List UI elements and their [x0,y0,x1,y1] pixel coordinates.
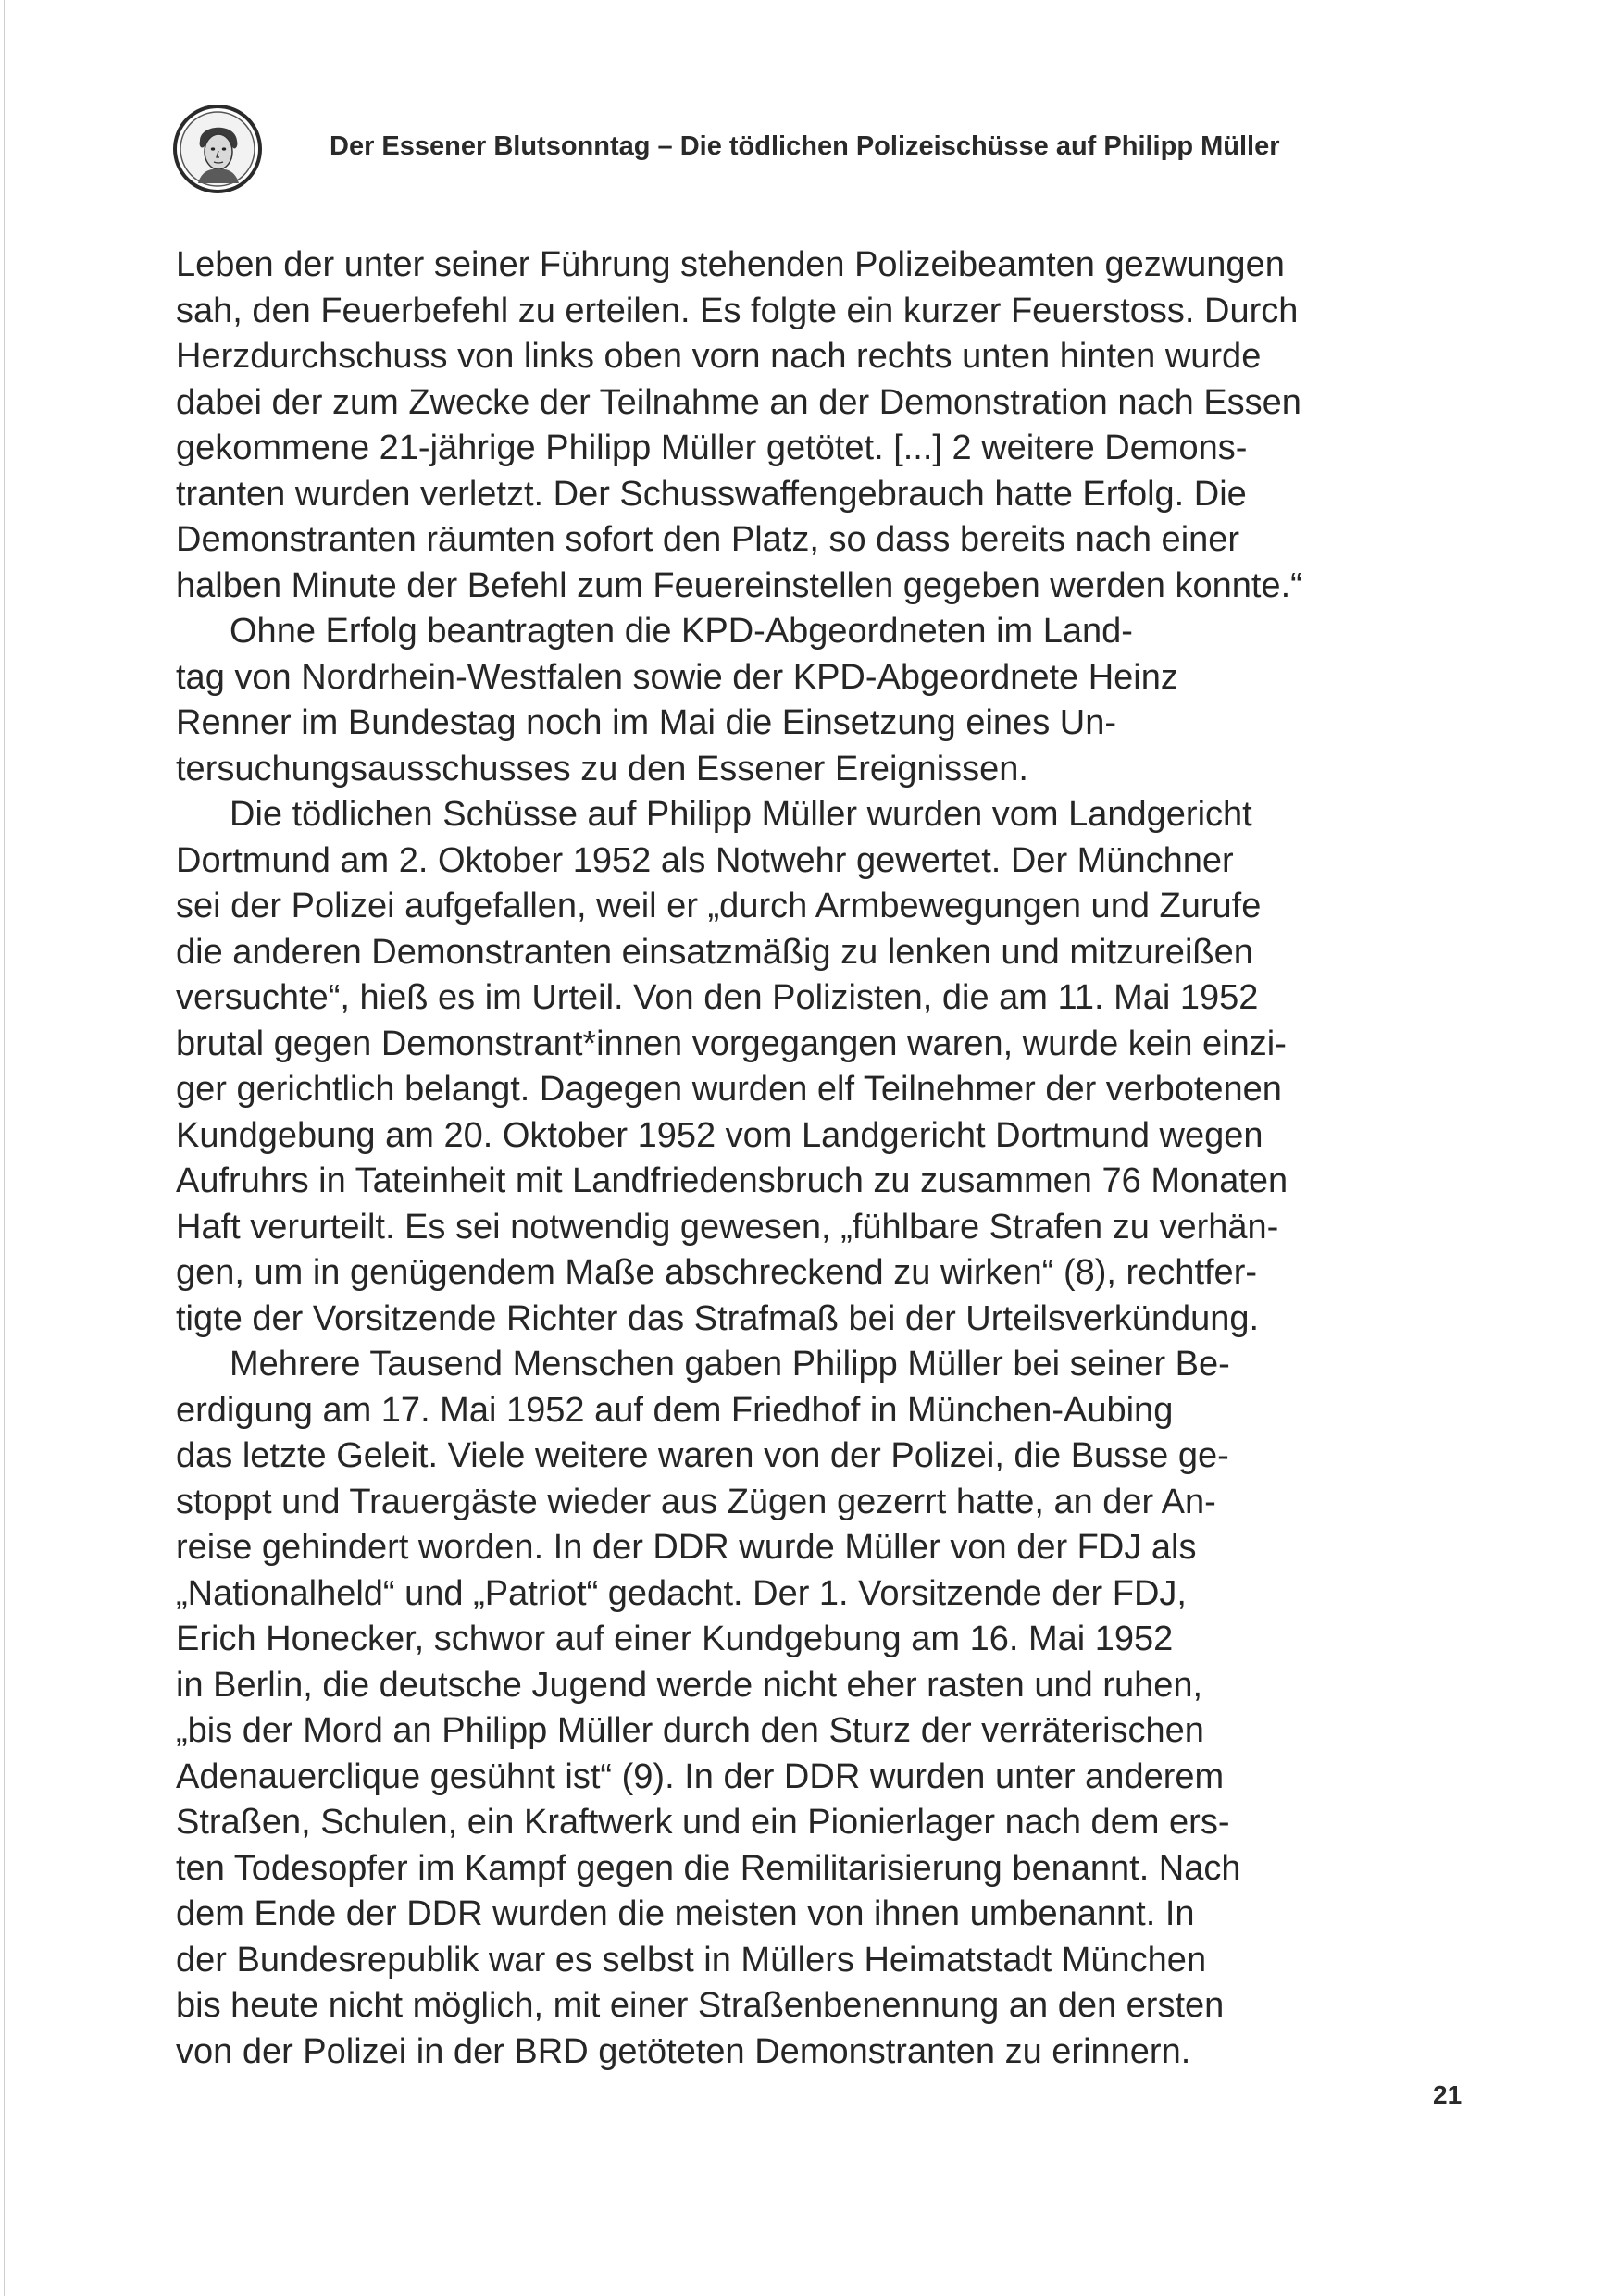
text-line: stoppt und Trauergäste wieder aus Zügen gezerrt hatte, an der An- [176,1482,1216,1521]
text-line: in Berlin, die deutsche Jugend werde nicht eher rasten und ruhen, [176,1665,1203,1705]
text-line: Herzdurchschuss von links oben vorn nach rechts unten hinten wurde [176,337,1262,376]
text-line: versuchte“, hieß es im Urteil. Von den Polizisten, die am 11. Mai 1952 [176,978,1259,1017]
text-line: Leben der unter seiner Führung stehenden Polizeibeamten gezwungen [176,245,1285,284]
text-line: dem Ende der DDR wurden die meisten von ihnen umbenannt. In [176,1894,1195,1933]
text-line: Haft verurteilt. Es sei notwendig gewesen, „fühlbare Strafen zu verhän- [176,1207,1279,1247]
running-header [172,100,1450,202]
text-line: ten Todesopfer im Kampf gegen die Remilitarisierung benannt. Nach [176,1848,1241,1888]
text-line: halben Minute der Befehl zum Feuereinstellen gegeben werden konnte.“ [176,565,1302,605]
text-line: erdigung am 17. Mai 1952 auf dem Friedhof in München-Aubing [176,1390,1174,1430]
text-line: ger gerichtlich belangt. Dagegen wurden elf Teilnehmer der verbotenen [176,1070,1282,1109]
text-line: tranten wurden verletzt. Der Schusswaffengebrauch hatte Erfolg. Die [176,474,1247,514]
text-line: Demonstranten räumten sofort den Platz, so dass bereits nach einer [176,520,1240,559]
text-line: reise gehindert worden. In der DDR wurde Müller von der FDJ als [176,1528,1197,1567]
text-line: von der Polizei in der BRD getöteten Demonstranten zu erinnern. [176,2031,1191,2071]
page-number: 21 [1433,2080,1462,2109]
text-line: bis heute nicht möglich, mit einer Straßenbenennung an den ersten [176,1986,1225,2025]
text-line: Mehrere Tausend Menschen gaben Philipp Müller bei seiner Be- [230,1345,1230,1384]
text-line: sah, den Feuerbefehl zu erteilen. Es folgte ein kurzer Feuerstoss. Durch [176,291,1299,330]
text-line: dabei der zum Zwecke der Teilnahme an der Demonstration nach Essen [176,382,1301,422]
text-line: tigte der Vorsitzende Richter das Strafmaß bei der Urteilsverkündung. [176,1298,1260,1338]
body-text [176,242,1398,2075]
text-line: „bis der Mord an Philipp Müller durch den Sturz der verräterischen [176,1711,1204,1750]
text-line: tag von Nordrhein-Westfalen sowie der KPD-Abgeordnete Heinz [176,657,1178,697]
text-line: Adenauerclique gesühnt ist“ (9). In der DDR wurden unter anderem [176,1756,1225,1796]
text-line: Erich Honecker, schwor auf einer Kundgebung am 16. Mai 1952 [176,1620,1174,1658]
text-line: das letzte Geleit. Viele weitere waren von der Polizei, die Busse ge- [176,1436,1229,1475]
text-line: Dortmund am 2. Oktober 1952 als Notwehr gewertet. Der Münchner [176,840,1234,880]
text-line: Ohne Erfolg beantragten die KPD-Abgeordneten im Land- [230,612,1133,651]
text-line: sei der Polizei aufgefallen, weil er „durch Armbewegungen und Zurufe [176,887,1262,925]
text-line: Aufruhrs in Tateinheit mit Landfriedensbruch zu zusammen 76 Monaten [176,1161,1288,1200]
portrait-medallion-icon [172,104,263,194]
text-line: brutal gegen Demonstrant*innen vorgegangen waren, wurde kein einzi- [176,1024,1287,1063]
text-line: Kundgebung am 20. Oktober 1952 vom Landgericht Dortmund wegen [176,1115,1263,1155]
text-line: Die tödlichen Schüsse auf Philipp Müller wurden vom Landgericht [230,795,1252,834]
page-edge [4,0,5,2296]
text-line: Straßen, Schulen, ein Kraftwerk und ein Pionierlager nach dem ers- [176,1803,1230,1842]
text-line: gen, um in genügendem Maße abschreckend zu wirken“ (8), rechtfer- [176,1253,1257,1292]
header-title: Der Essener Blutsonntag – Die tödlichen Polizeischüsse auf Philipp Müller [330,131,1280,161]
text-line: der Bundesrepublik war es selbst in Müllers Heimatstadt München [176,1940,1207,1980]
text-line: gekommene 21-jährige Philipp Müller getötet. [...] 2 weitere Demons- [176,428,1248,467]
text-line: „Nationalheld“ und „Patriot“ gedacht. Der 1. Vorsitzende der FDJ, [176,1573,1187,1613]
text-line: Renner im Bundestag noch im Mai die Einsetzung eines Un- [176,703,1116,742]
text-line: tersuchungsausschusses zu den Essener Ereignissen. [176,749,1028,788]
text-line: die anderen Demonstranten einsatzmäßig zu lenken und mitzureißen [176,932,1253,972]
